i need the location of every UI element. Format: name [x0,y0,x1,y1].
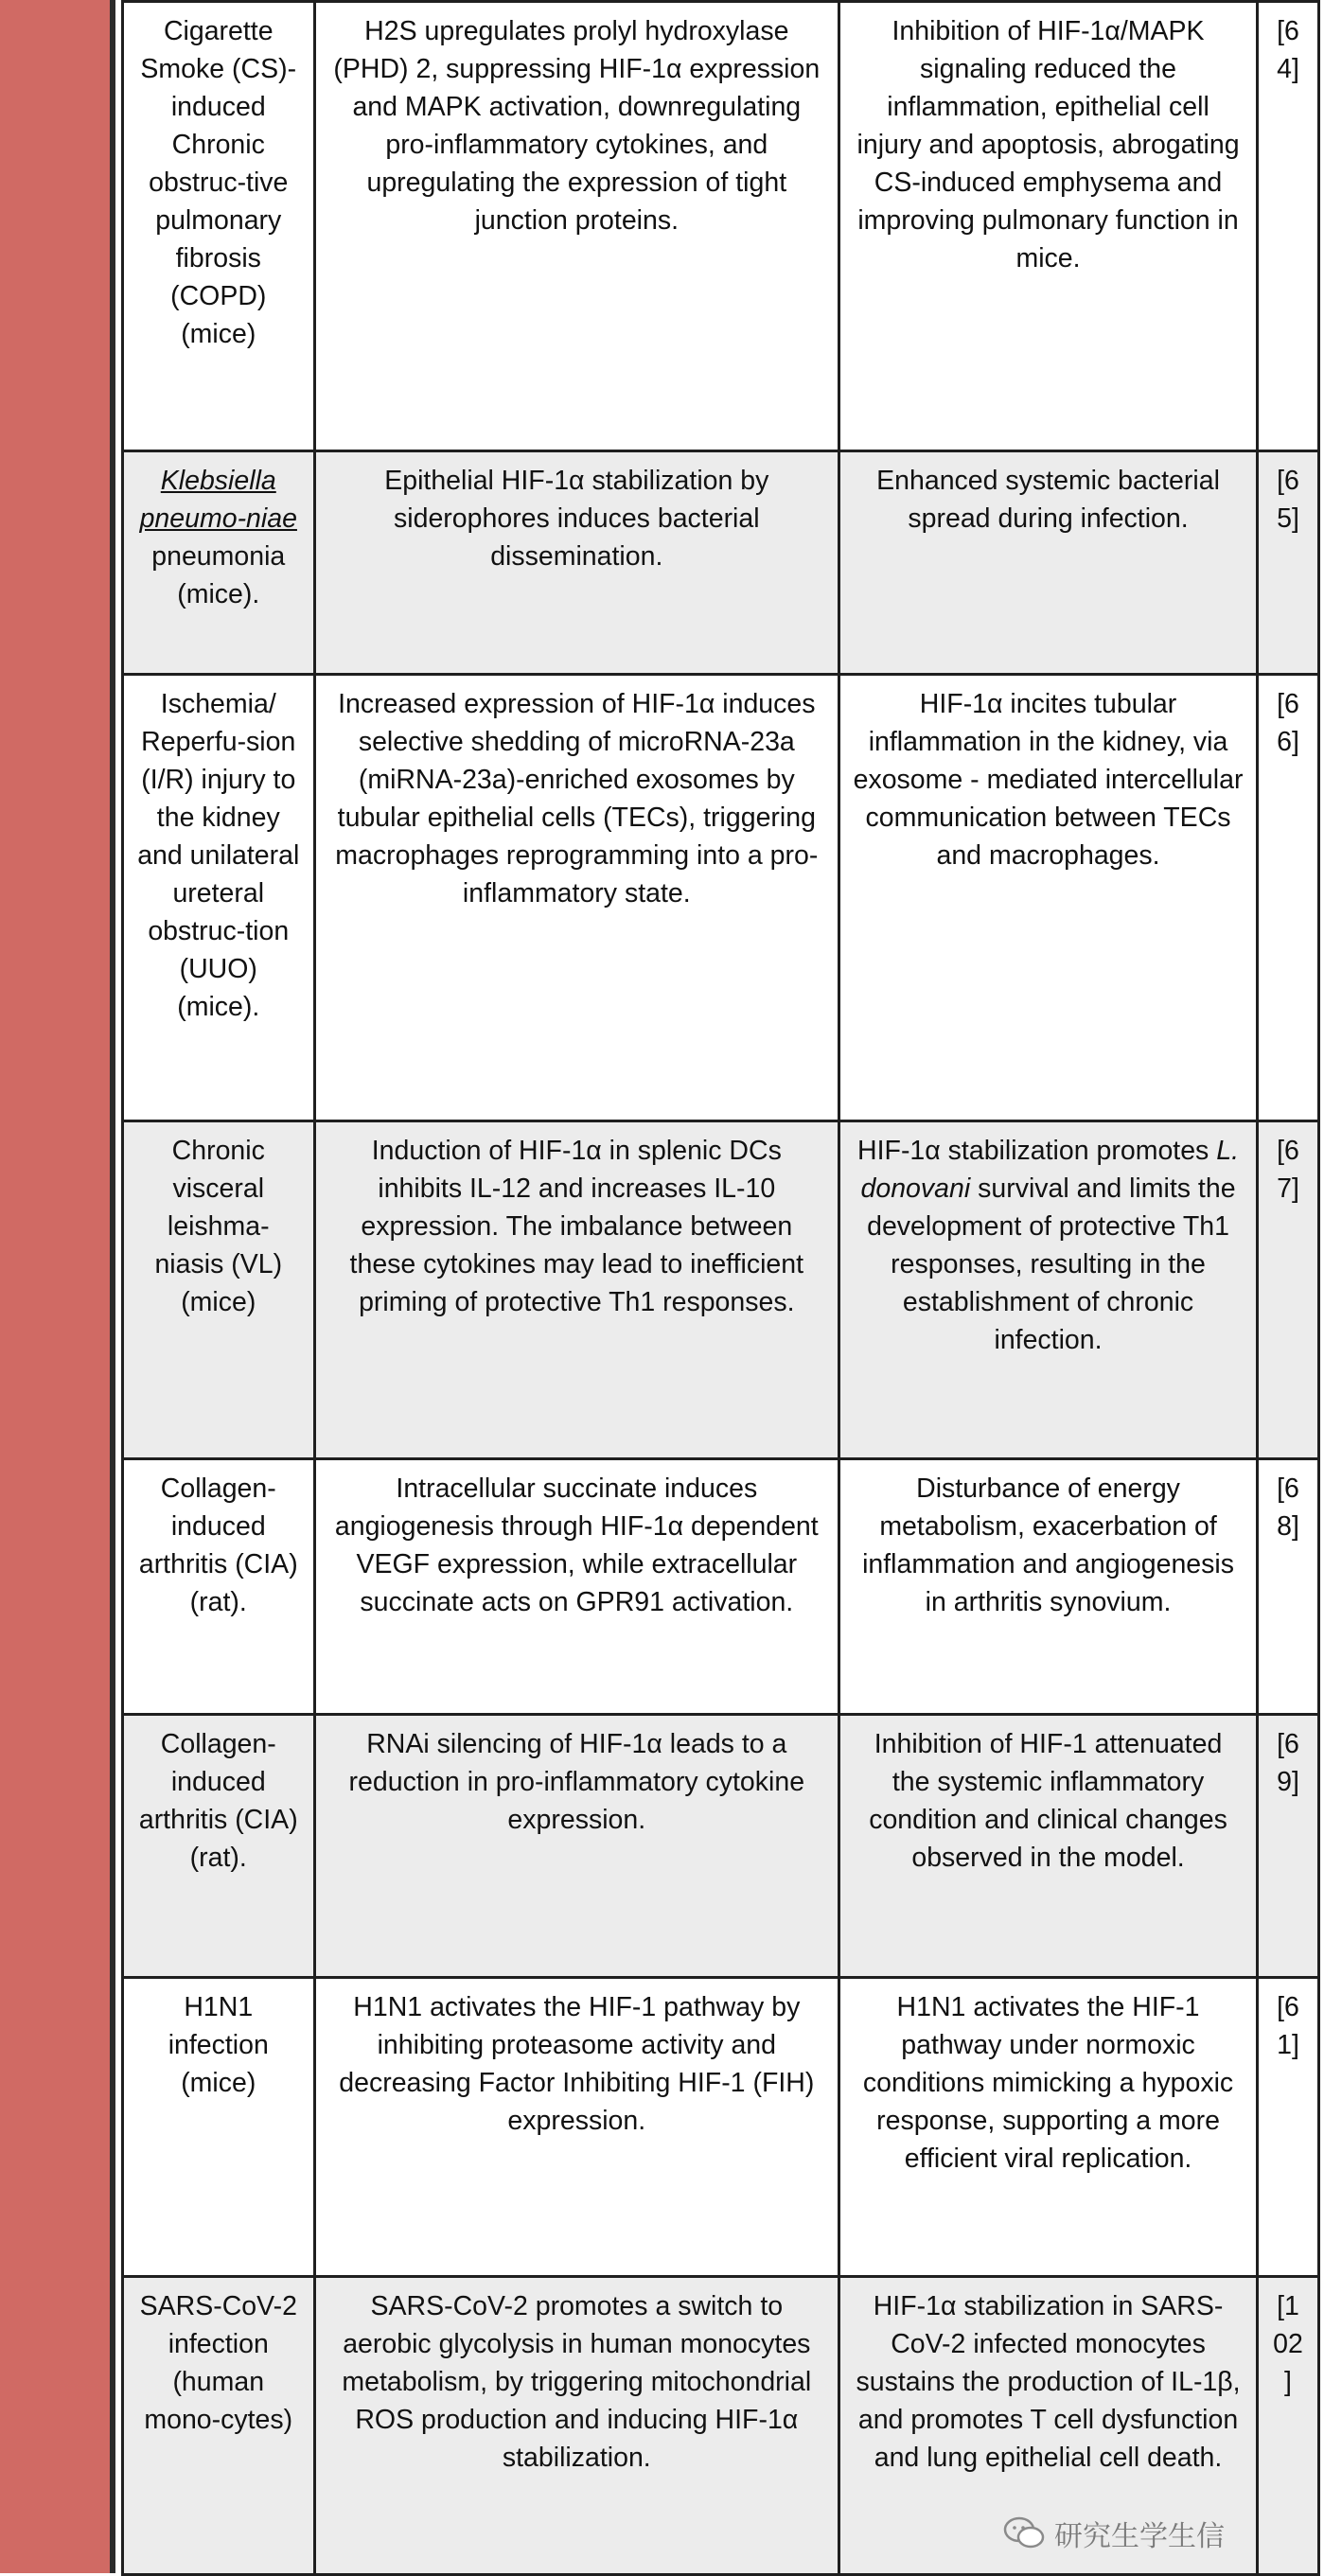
table-row [123,1978,1319,2277]
table-row [123,451,1319,675]
mechanism-cell: Intracellular succinate induces angiogenesis through HIF-1α dependent VEGF expression, while extracellular succinate acts on GPR91 activation. [314,1459,839,1715]
reference-cell: [65] [1257,451,1318,675]
outcome-cell [839,1121,1258,1459]
table-row [123,2,1319,451]
mechanism-cell: Increased expression of HIF-1α induces selective shedding of microRNA-23a (miRNA-23a)-enriched exosomes by tubular epithelial cells (TECs), triggering macrophages reprogramming into a pro-inflammatory state. [314,675,839,1121]
reference-cell: [102] [1257,2277,1318,2575]
reference-cell: [69] [1257,1715,1318,1978]
table-row [123,675,1319,1121]
reference-cell: [64] [1257,2,1318,451]
model-cell: H1N1 infection (mice) [123,1978,315,2277]
mechanism-cell: Epithelial HIF-1α stabilization by siderophores induces bacterial dissemination. [314,451,839,675]
mechanism-cell: H2S upregulates prolyl hydroxylase (PHD) 2, suppressing HIF-1α expression and MAPK activation, downregulating pro-inflammatory cytokines, and upregulating the expression of tight junction proteins. [314,2,839,451]
table-row [123,1459,1319,1715]
mechanism-cell: Induction of HIF-1α in splenic DCs inhibits IL-12 and increases IL-10 expression. The imbalance between these cytokines may lead to inefficient priming of protective Th1 responses. [314,1121,839,1459]
outcome-cell: HIF-1α stabilization in SARS-CoV-2 infected monocytes sustains the production of IL-1β, and promotes T cell dysfunction and lung epithelial cell death. [839,2277,1258,2575]
table-row [123,1121,1319,1459]
outcome-cell: H1N1 activates the HIF-1 pathway under normoxic conditions mimicking a hypoxic response, supporting a more efficient viral replication. [839,1978,1258,2277]
outcome-cell: HIF-1α incites tubular inflammation in the kidney, via exosome - mediated intercellular communication between TECs and macrophages. [839,675,1258,1121]
outcome-text: survival and limits the development of protective Th1 responses, resulting in the establishment of chronic infection. [867,1173,1236,1355]
model-cell: Collagen-induced arthritis (CIA) (rat). [123,1715,315,1978]
outcome-cell: Inhibition of HIF-1 attenuated the systemic inflammatory condition and clinical changes observed in the model. [839,1715,1258,1978]
mechanism-cell: SARS-CoV-2 promotes a switch to aerobic glycolysis in human monocytes metabolism, by triggering mitochondrial ROS production and inducing HIF-1α stabilization. [314,2277,839,2575]
reference-cell: [68] [1257,1459,1318,1715]
hif-study-table [121,0,1320,2576]
watermark-text: 研究生学生信 [1054,2521,1225,2552]
species-name: Klebsiella pneumo-niae [139,466,297,534]
reference-cell: [61] [1257,1978,1318,2277]
model-cell [123,451,315,675]
model-cell: Ischemia/ Reperfu-sion (I/R) injury to the kidney and unilateral ureteral obstruc-tion (UUO) (mice). [123,675,315,1121]
model-cell: Chronic visceral leishma-niasis (VL) (mice) [123,1121,315,1459]
species-name: L. donovani [860,1136,1240,1204]
model-text: pneumonia (mice). [151,541,286,609]
mechanism-cell: H1N1 activates the HIF-1 pathway by inhibiting proteasome activity and decreasing Factor Inhibiting HIF-1 (FIH) expression. [314,1978,839,2277]
model-cell: SARS-CoV-2 infection (human mono-cytes) [123,2277,315,2575]
mechanism-cell: RNAi silencing of HIF-1α leads to a reduction in pro-inflammatory cytokine expression. [314,1715,839,1978]
table-row [123,1715,1319,1978]
reference-cell: [67] [1257,1121,1318,1459]
reference-cell: [66] [1257,675,1318,1121]
outcome-text: HIF-1α stabilization promotes [857,1136,1217,1166]
outcome-cell: Enhanced systemic bacterial spread during infection. [839,451,1258,675]
left-color-band [0,0,115,2573]
outcome-cell: Disturbance of energy metabolism, exacerbation of inflammation and angiogenesis in arthritis synovium. [839,1459,1258,1715]
model-cell: Cigarette Smoke (CS)-induced Chronic obstruc-tive pulmonary fibrosis (COPD) (mice) [123,2,315,451]
wechat-icon [1003,2516,1045,2550]
model-cell: Collagen-induced arthritis (CIA) (rat). [123,1459,315,1715]
watermark [1003,2513,1225,2554]
outcome-cell: Inhibition of HIF-1α/MAPK signaling reduced the inflammation, epithelial cell injury and apoptosis, abrogating CS-induced emphysema and improving pulmonary function in mice. [839,2,1258,451]
